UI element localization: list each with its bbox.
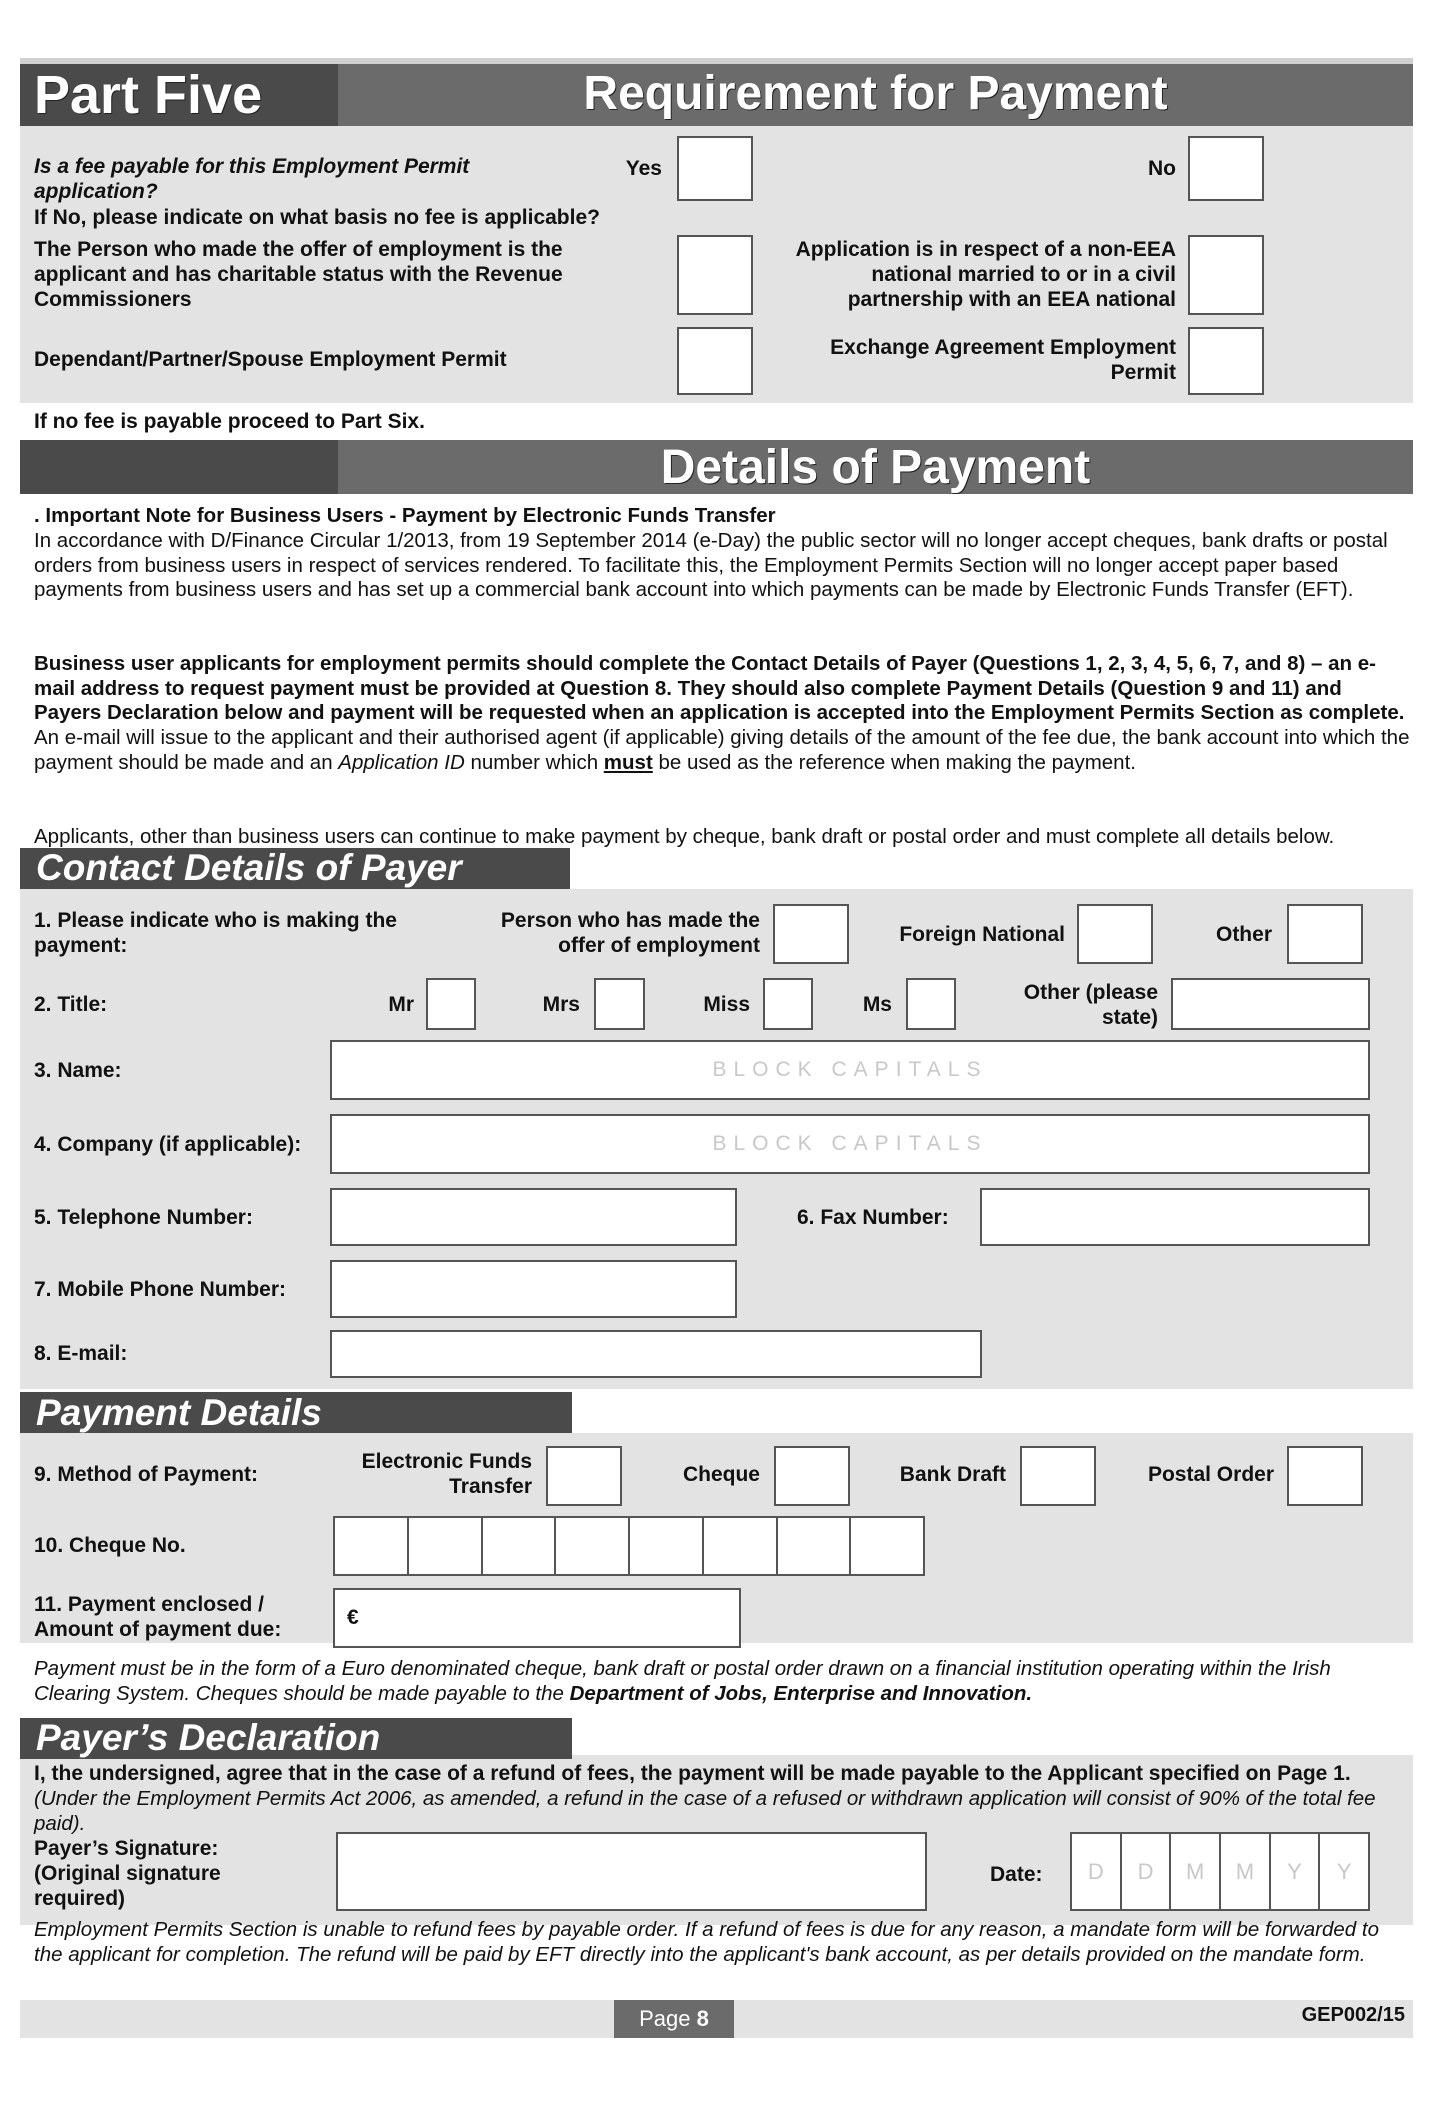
declaration-refund-terms: (Under the Employment Permits Act 2006, as amended, a refund in the case of a refused or withdrawn application will consist of 90% of the total fee paid). <box>34 1787 1376 1835</box>
date-label: Date: <box>990 1863 1043 1886</box>
charitable-status-checkbox[interactable] <box>677 235 753 315</box>
date-cell[interactable]: Y <box>1271 1834 1321 1909</box>
payable-to-department: Department of Jobs, Enterprise and Innovation. <box>569 1681 1033 1705</box>
non-eea-spouse-checkbox[interactable] <box>1188 235 1264 315</box>
exchange-agreement-checkbox[interactable] <box>1188 327 1264 395</box>
title-miss-checkbox[interactable] <box>763 978 813 1030</box>
q1-label: 1. Please indicate who is making the payment: <box>34 909 397 957</box>
contact-details-title: Contact Details of Payer <box>36 847 462 888</box>
cheque-number-cell[interactable] <box>409 1518 483 1574</box>
postal-order-checkbox[interactable] <box>1287 1446 1363 1506</box>
business-user-bold: Business user applicants for employment permits should complete the Contact Details of Payer (Questions 1, 2, 3, 4, 5, 6, 7, and 8) – an e-mail address to request payment must be provided at Question 8. They should also complete Payment Details (Question 9 and 11) and Payers Declaration below and payment will be requested when an application is accepted into the Employment Permits Section as complete. <box>34 652 1405 725</box>
page-number: 8 <box>696 2006 709 2031</box>
q11-label: 11. Payment enclosed / Amount of payment due: <box>34 1593 282 1641</box>
page-word: Page <box>639 2006 691 2031</box>
company-input[interactable] <box>330 1114 1370 1174</box>
title-other-label: Other (please state) <box>1023 981 1158 1029</box>
title-mrs-checkbox[interactable] <box>594 978 645 1030</box>
fax-input[interactable] <box>980 1188 1370 1246</box>
cheque-number-cell[interactable] <box>778 1518 852 1574</box>
q1-other-label: Other <box>1215 923 1272 946</box>
details-payment-title: Details of Payment <box>660 441 1091 494</box>
cheque-checkbox[interactable] <box>774 1446 850 1506</box>
part-five-title: Requirement for Payment <box>583 67 1168 120</box>
q1-foreign-national-checkbox[interactable] <box>1077 904 1153 964</box>
refund-mandate-note: Employment Permits Section is unable to refund fees by payable order. If a refund of fees is due for any reason, a mandate form will be forwarded to the applicant for completion. The refund will be paid by EFT directly into the applicant's bank account, as per details provided on the mandate form. <box>34 1918 1379 1966</box>
page-number-badge <box>614 2000 734 2038</box>
q8-label: 8. E-mail: <box>34 1342 128 1365</box>
title-ms-checkbox[interactable] <box>906 978 956 1030</box>
other-applicants-note: Applicants, other than business users can continue to make payment by cheque, bank draft or postal order and must complete all details below. <box>34 825 1335 848</box>
q7-label: 7. Mobile Phone Number: <box>34 1278 287 1301</box>
signature-input[interactable] <box>336 1832 927 1911</box>
dependant-permit-checkbox[interactable] <box>677 327 753 395</box>
non-eea-spouse-label: Application is in respect of a non-EEA national married to or in a civil partnership with an EEA national <box>795 238 1176 311</box>
euro-symbol: € <box>347 1606 359 1629</box>
email-input[interactable] <box>330 1330 982 1378</box>
q2-label: 2. Title: <box>34 993 108 1016</box>
cheque-number-input[interactable] <box>333 1516 925 1576</box>
cheque-number-cell[interactable] <box>335 1518 409 1574</box>
eft-note-body: In accordance with D/Finance Circular 1/2013, from 19 September 2014 (e-Day) the public sector will no longer accept cheques, bank drafts or postal orders from business users in respect of services rendered. To facilitate this, the Employment Permits Section will no longer accept paper based payments from business users and has set up a commercial bank account into which payments can be made by Electronic Funds Transfer (EFT). <box>34 529 1388 602</box>
q1-foreign-national-label: Foreign National <box>899 923 1065 946</box>
bank-draft-label: Bank Draft <box>899 1463 1006 1486</box>
q10-label: 10. Cheque No. <box>34 1534 186 1557</box>
fee-yes-label: Yes <box>625 157 662 180</box>
no-fee-basis-question: If No, please indicate on what basis no fee is applicable? <box>34 206 600 229</box>
fee-no-checkbox[interactable] <box>1188 136 1264 201</box>
cheque-number-cell[interactable] <box>556 1518 630 1574</box>
company-placeholder: BLOCK CAPITALS <box>712 1132 988 1155</box>
cheque-number-cell[interactable] <box>704 1518 778 1574</box>
dependant-permit-label: Dependant/Partner/Spouse Employment Permit <box>34 348 507 371</box>
charitable-status-label: The Person who made the offer of employment is the applicant and has charitable status with the Revenue Commissioners <box>34 238 563 311</box>
eft-note-heading: . Important Note for Business Users - Payment by Electronic Funds Transfer <box>34 504 776 527</box>
form-code: GEP002/15 <box>1301 2004 1405 2026</box>
postal-order-label: Postal Order <box>1147 1463 1274 1486</box>
payment-details-title: Payment Details <box>36 1392 322 1433</box>
date-cell[interactable]: D <box>1072 1834 1122 1909</box>
eft-checkbox[interactable] <box>546 1446 622 1506</box>
date-input[interactable] <box>1070 1832 1370 1911</box>
q3-label: 3. Name: <box>34 1059 122 1082</box>
fee-no-label: No <box>1148 157 1176 180</box>
payment-amount-input[interactable] <box>333 1588 741 1648</box>
q6-label: 6. Fax Number: <box>797 1206 949 1229</box>
mobile-phone-input[interactable] <box>330 1260 737 1318</box>
details-payment-left-bar <box>20 440 338 494</box>
declaration-statement: I, the undersigned, agree that in the case of a refund of fees, the payment will be made payable to the Applicant specified on Page 1. <box>34 1762 1351 1785</box>
application-id-text: Application ID <box>338 750 465 774</box>
q5-label: 5. Telephone Number: <box>34 1206 253 1229</box>
title-ms-label: Ms <box>862 993 892 1016</box>
payment-form-note-text: Payment must be in the form of a Euro denominated cheque, bank draft or postal order drawn on a financial institution operating within the Irish Clearing System. Cheques should be made payable to the <box>34 1657 1331 1705</box>
business-user-paragraph <box>34 652 1412 776</box>
no-fee-proceed-note: If no fee is payable proceed to Part Six. <box>34 410 425 433</box>
cheque-number-cell[interactable] <box>483 1518 557 1574</box>
business-user-text-2: number which <box>464 750 604 774</box>
bank-draft-checkbox[interactable] <box>1020 1446 1096 1506</box>
title-mr-label: Mr <box>388 993 414 1016</box>
part-five-label: Part Five <box>34 65 263 125</box>
fee-yes-checkbox[interactable] <box>677 136 753 201</box>
telephone-input[interactable] <box>330 1188 737 1246</box>
date-cell[interactable]: M <box>1171 1834 1221 1909</box>
eft-label: Electronic Funds Transfer <box>361 1450 532 1498</box>
title-miss-label: Miss <box>703 993 750 1016</box>
cheque-number-cell[interactable] <box>630 1518 704 1574</box>
date-cell[interactable]: M <box>1221 1834 1271 1909</box>
declaration-title: Payer’s Declaration <box>36 1717 381 1758</box>
q9-label: 9. Method of Payment: <box>34 1463 259 1486</box>
q1-other-checkbox[interactable] <box>1287 904 1363 964</box>
q1-employer-checkbox[interactable] <box>773 904 849 964</box>
title-mrs-label: Mrs <box>542 993 580 1016</box>
exchange-agreement-label: Exchange Agreement Employment Permit <box>830 336 1176 384</box>
fee-question: Is a fee payable for this Employment Permit application? <box>34 155 470 203</box>
business-user-text-3: be used as the reference when making the payment. <box>652 750 1136 774</box>
q1-employer-label: Person who has made the offer of employment <box>500 909 760 957</box>
date-cell[interactable]: D <box>1122 1834 1172 1909</box>
cheque-label: Cheque <box>682 1463 760 1486</box>
title-other-input[interactable] <box>1171 978 1370 1030</box>
business-user-text-1: An e-mail will issue to the applicant and their authorised agent (if applicable) giving details of the amount of the fee due, the bank account into which the payment should be made and an <box>34 726 1410 774</box>
name-placeholder: BLOCK CAPITALS <box>712 1058 988 1081</box>
signature-label: Payer’s Signature: (Original signature required) <box>34 1837 221 1910</box>
cheque-number-cell[interactable] <box>851 1518 923 1574</box>
q4-label: 4. Company (if applicable): <box>34 1133 302 1156</box>
date-cell[interactable]: Y <box>1336 1858 1352 1884</box>
name-input[interactable] <box>330 1040 1370 1100</box>
payment-form-note <box>34 1657 1412 1706</box>
title-mr-checkbox[interactable] <box>426 978 476 1030</box>
must-text: must <box>603 750 653 774</box>
